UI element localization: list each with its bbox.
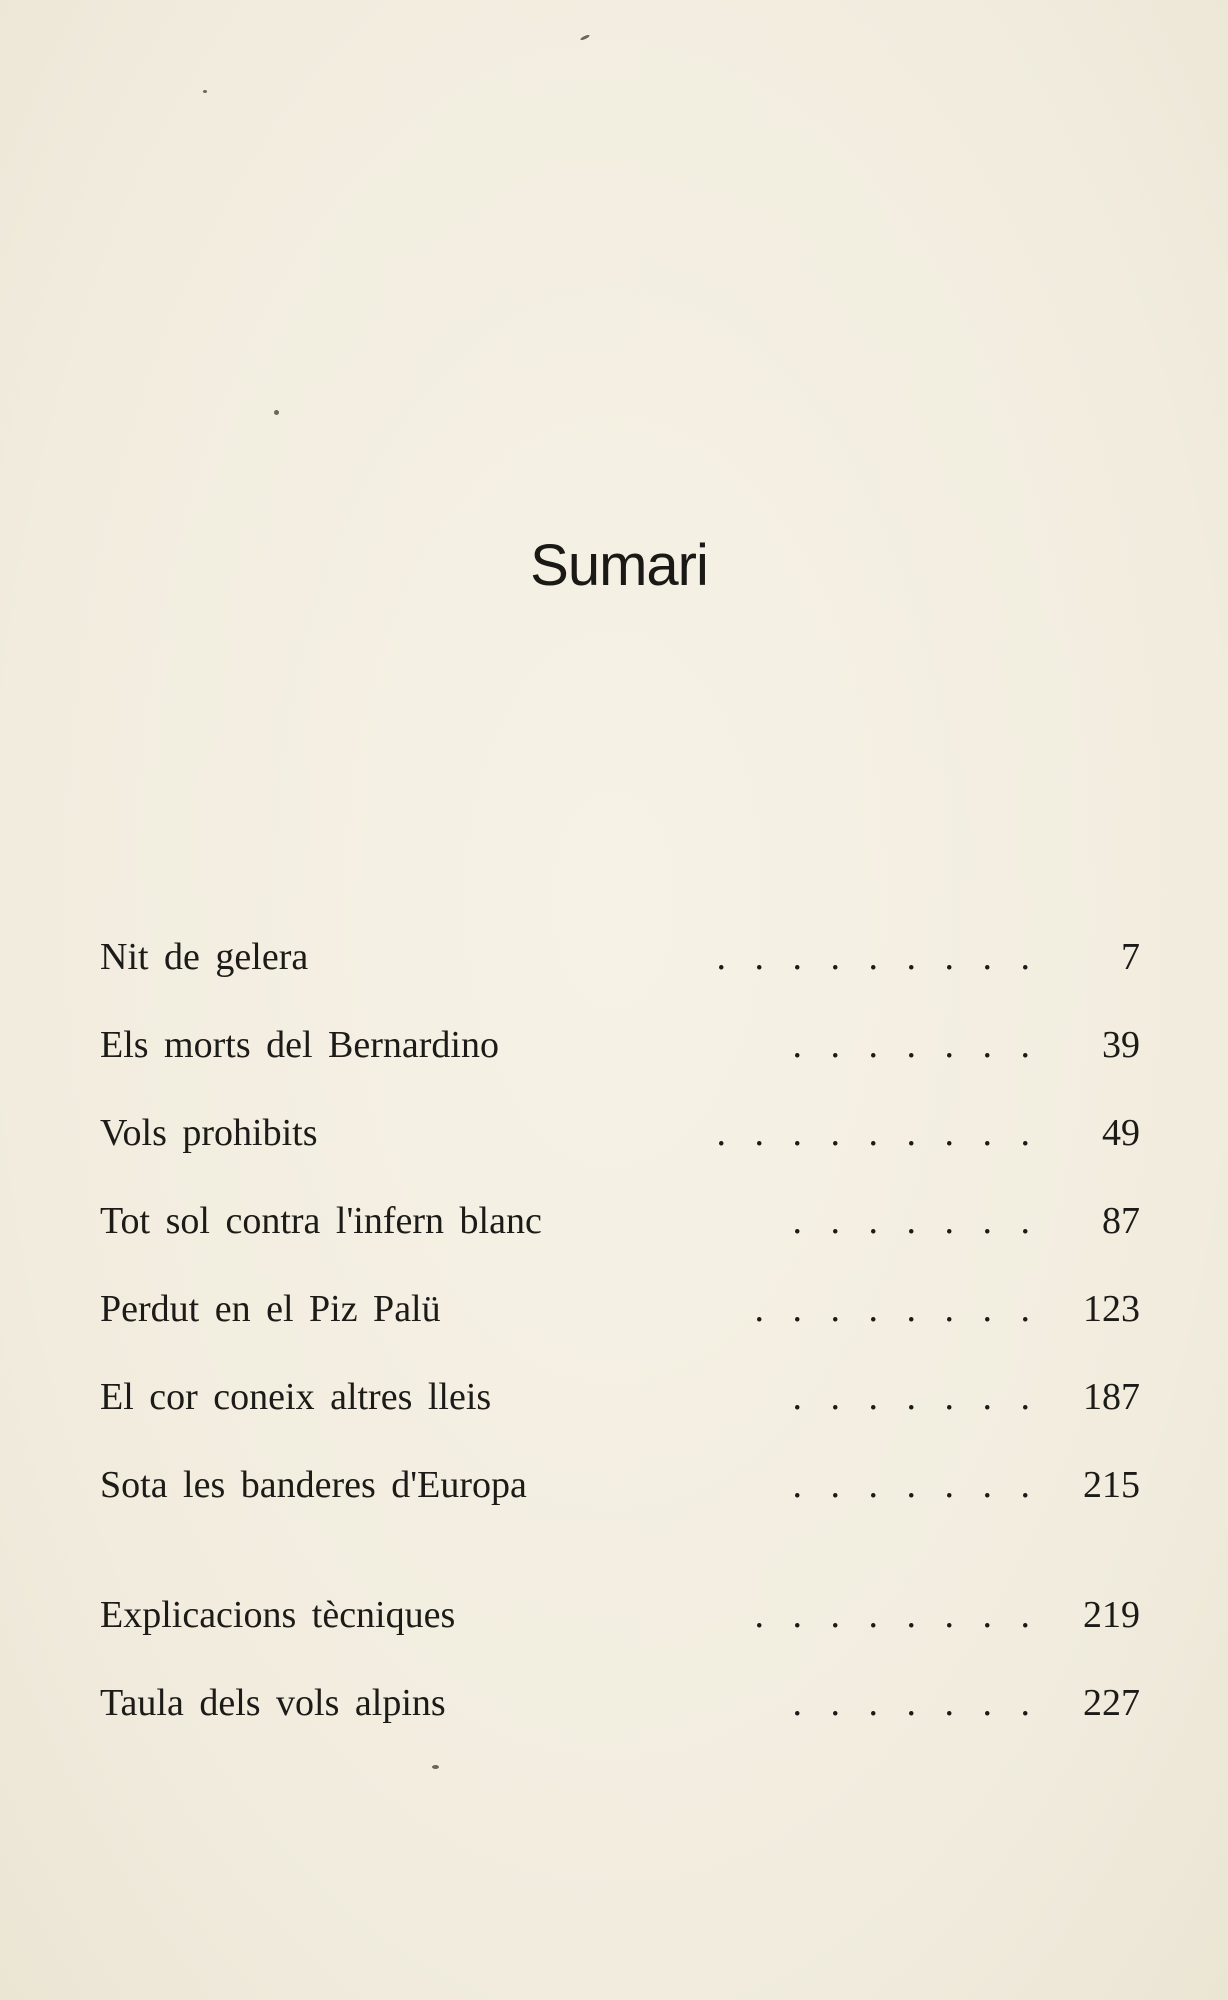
toc-entry-title: Sota les banderes d'Europa: [100, 1464, 527, 1506]
dot-leader: . . . . . . .: [792, 1682, 1030, 1724]
toc-entry-page: 7: [1121, 936, 1140, 978]
toc-entry-page: 215: [1083, 1464, 1140, 1506]
toc-entry: [100, 932, 1140, 982]
toc-entry: [100, 1108, 1140, 1158]
dot-leader: . . . . . . . .: [754, 1594, 1030, 1636]
table-of-contents: [100, 0, 1140, 2000]
dot-leader: . . . . . . . . .: [716, 936, 1030, 978]
toc-entry: [100, 1020, 1140, 1070]
dot-leader: . . . . . . .: [792, 1200, 1030, 1242]
toc-entry-title: Tot sol contra l'infern blanc: [100, 1200, 542, 1242]
toc-entry: [100, 1372, 1140, 1422]
toc-entry: [100, 1284, 1140, 1334]
dot-leader: . . . . . . . .: [754, 1288, 1030, 1330]
toc-entry-page: 49: [1102, 1112, 1140, 1154]
page-title: Sumari: [530, 533, 708, 598]
toc-entry-page: 187: [1083, 1376, 1140, 1418]
toc-entry-title: Perdut en el Piz Palü: [100, 1288, 441, 1330]
toc-entry-page: 87: [1102, 1200, 1140, 1242]
toc-entry-page: 123: [1083, 1288, 1140, 1330]
toc-entry-title: Els morts del Bernardino: [100, 1024, 499, 1066]
toc-entry-title: El cor coneix altres lleis: [100, 1376, 492, 1418]
toc-entry: [100, 1678, 1140, 1728]
toc-entry-title: Nit de gelera: [100, 936, 309, 978]
toc-entry-title: Taula dels vols alpins: [100, 1682, 446, 1724]
toc-entry: [100, 1460, 1140, 1510]
toc-entry-page: 227: [1083, 1682, 1140, 1724]
dot-leader: . . . . . . .: [792, 1464, 1030, 1506]
toc-entry-page: 39: [1102, 1024, 1140, 1066]
dot-leader: . . . . . . .: [792, 1024, 1030, 1066]
dot-leader: . . . . . . .: [792, 1376, 1030, 1418]
toc-entry-page: 219: [1083, 1594, 1140, 1636]
toc-entry-title: Explicacions tècniques: [100, 1594, 456, 1636]
toc-entry: [100, 1590, 1140, 1640]
toc-entry: [100, 1196, 1140, 1246]
dot-leader: . . . . . . . . .: [716, 1112, 1030, 1154]
toc-entry-title: Vols prohibits: [100, 1112, 318, 1154]
